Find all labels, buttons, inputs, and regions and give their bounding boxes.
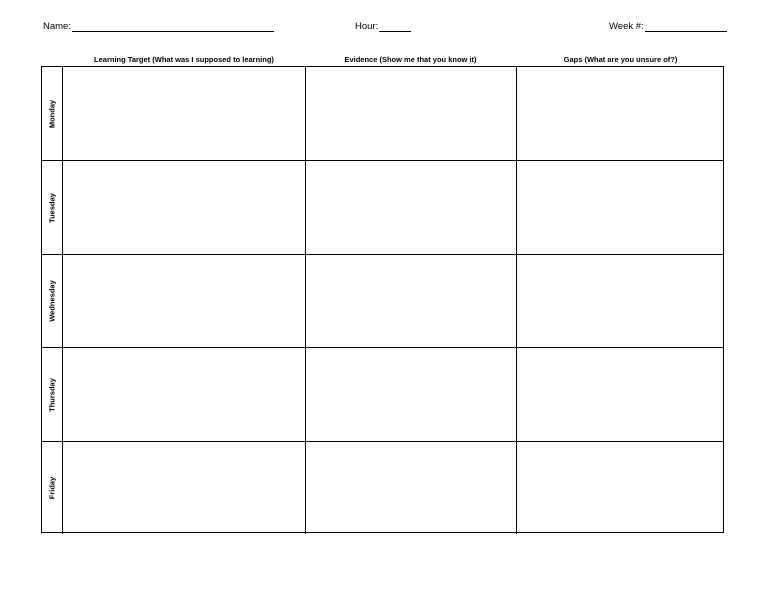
name-blank-line[interactable] <box>72 22 274 32</box>
day-label-friday: Friday <box>47 476 57 500</box>
name-label: Name: <box>43 21 71 32</box>
table-row-friday <box>42 442 723 534</box>
day-label-thursday: Thursday <box>47 377 57 412</box>
learning-target-cell[interactable] <box>63 67 306 160</box>
table-row-thursday <box>42 348 723 442</box>
day-label-wednesday: Wednesday <box>47 280 57 322</box>
gaps-cell[interactable] <box>517 161 723 254</box>
learning-target-cell[interactable] <box>63 161 306 254</box>
week-blank-line[interactable] <box>645 22 727 32</box>
evidence-cell[interactable] <box>306 255 517 347</box>
column-header-evidence: Evidence (Show me that you know it) <box>344 55 477 64</box>
hour-blank-line[interactable] <box>379 22 411 32</box>
evidence-cell[interactable] <box>306 348 517 441</box>
name-field <box>43 21 274 32</box>
hour-label: Hour: <box>355 21 379 32</box>
gaps-cell[interactable] <box>517 348 723 441</box>
table-row-tuesday <box>42 161 723 255</box>
evidence-cell[interactable] <box>306 161 517 254</box>
column-header-gaps: Gaps (What are you unsure of?) <box>563 55 678 64</box>
day-label-cell <box>42 161 63 254</box>
day-label-cell <box>42 442 63 534</box>
weekly-grid <box>41 66 724 533</box>
gaps-cell[interactable] <box>517 67 723 160</box>
evidence-cell[interactable] <box>306 442 517 534</box>
learning-target-cell[interactable] <box>63 442 306 534</box>
day-label-tuesday: Tuesday <box>47 192 57 223</box>
gaps-cell[interactable] <box>517 255 723 347</box>
gaps-cell[interactable] <box>517 442 723 534</box>
week-label: Week #: <box>609 21 644 32</box>
day-label-cell <box>42 348 63 441</box>
table-row-monday <box>42 67 723 161</box>
day-label-cell <box>42 255 63 347</box>
learning-target-cell[interactable] <box>63 255 306 347</box>
column-header-learning-target: Learning Target (What was I supposed to learning) <box>94 55 274 64</box>
day-label-monday: Monday <box>47 99 57 128</box>
week-field <box>609 21 727 32</box>
learning-target-cell[interactable] <box>63 348 306 441</box>
evidence-cell[interactable] <box>306 67 517 160</box>
day-label-cell <box>42 67 63 160</box>
table-row-wednesday <box>42 255 723 348</box>
hour-field <box>355 21 411 32</box>
